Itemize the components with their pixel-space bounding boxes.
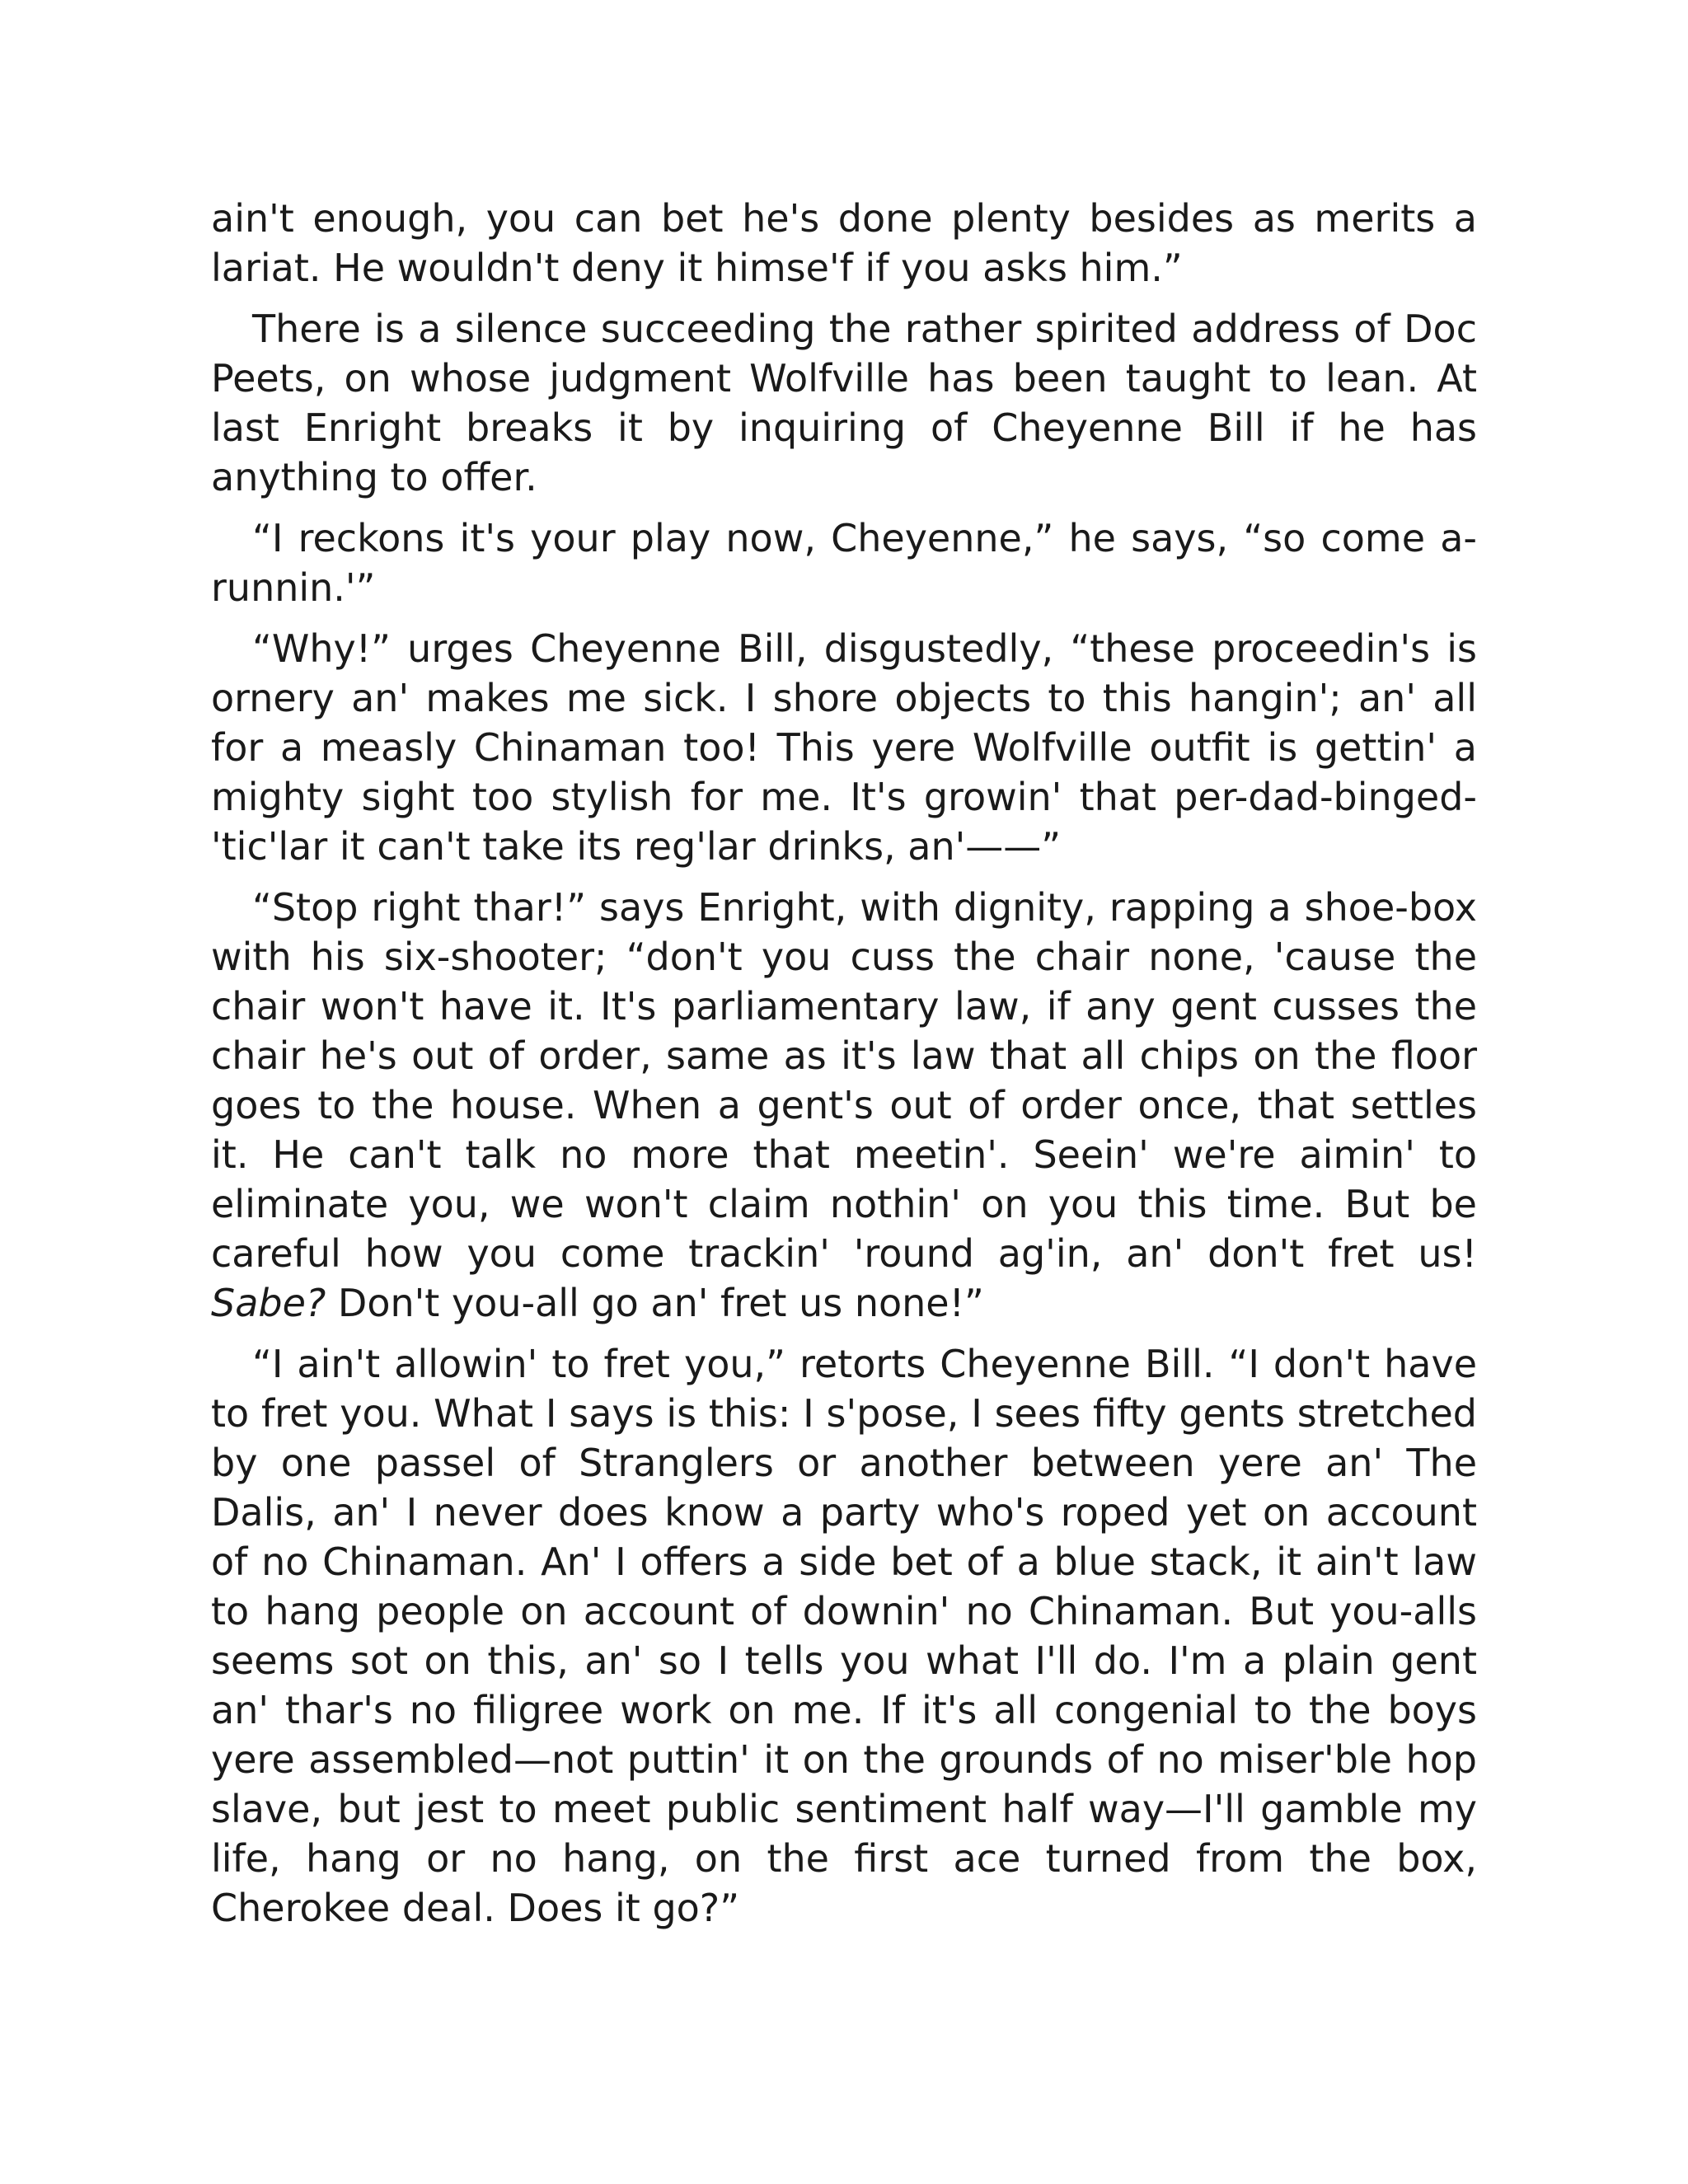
paragraph-6: “I ain't allowin' to fret you,” retorts Cheyenne Bill. “I don't have to fret you. What I says is this: I s'pose, I sees fifty gents stretched by one passel of Stranglers or another between yere an' The Dalis, an' I never does know a party who's roped yet on account of no Chinaman. An' I offers a side bet of a blue stack, it ain't law to hang people on account of downin' no Chinaman. But you-alls seems sot on this, an' so I tells you what I'll do. I'm a plain gent an' thar's no filigree work on me. If it's all congenial to the boys yere assembled—not puttin' it on the grounds of no miser'ble hop slave, but jest to meet public sentiment half way—I'll gamble my life, hang or no hang, on the first ace turned from the box, Cherokee deal. Does it go?” bbox=[211, 1342, 1477, 1930]
paragraph-5-text-after: Don't you-all go an' fret us none!” bbox=[326, 1281, 984, 1325]
book-page bbox=[211, 194, 1477, 1944]
paragraph-4: “Why!” urges Cheyenne Bill, disgustedly, “these proceedin's is ornery an' makes me sick. I shore objects to this hangin'; an' all for a measly Chinaman too! This yere Wolfville outfit is gettin' a mighty sight too stylish for me. It's growin' that per-dad-binged-'tic'lar it can't take its reg'lar drinks, an'——” bbox=[211, 626, 1477, 869]
paragraph-3: “I reckons it's your play now, Cheyenne,” he says, “so come a-runnin.'” bbox=[211, 516, 1477, 610]
paragraph-5-italic-sabe: Sabe? bbox=[211, 1281, 326, 1325]
paragraph-5-text-before: “Stop right thar!” says Enright, with dignity, rapping a shoe-box with his six-shooter; “don't you cuss the chair none, 'cause the chair won't have it. It's parliamentary law, if any gent cusses the chair he's out of order, same as it's law that all chips on the floor goes to the house. When a gent's out of order once, that settles it. He can't talk no more that meetin'. Seein' we're aimin' to eliminate you, we won't claim nothin' on you this time. But be careful how you come trackin' 'round ag'in, an' don't fret us! bbox=[211, 885, 1477, 1276]
paragraph-2: There is a silence succeeding the rather spirited address of Doc Peets, on whose judgment Wolfville has been taught to lean. At last Enright breaks it by inquiring of Cheyenne Bill if he has anything to offer. bbox=[211, 307, 1477, 499]
paragraph-5 bbox=[211, 883, 1477, 1328]
paragraph-1: ain't enough, you can bet he's done plenty besides as merits a lariat. He wouldn't deny it himse'f if you asks him.” bbox=[211, 196, 1477, 290]
